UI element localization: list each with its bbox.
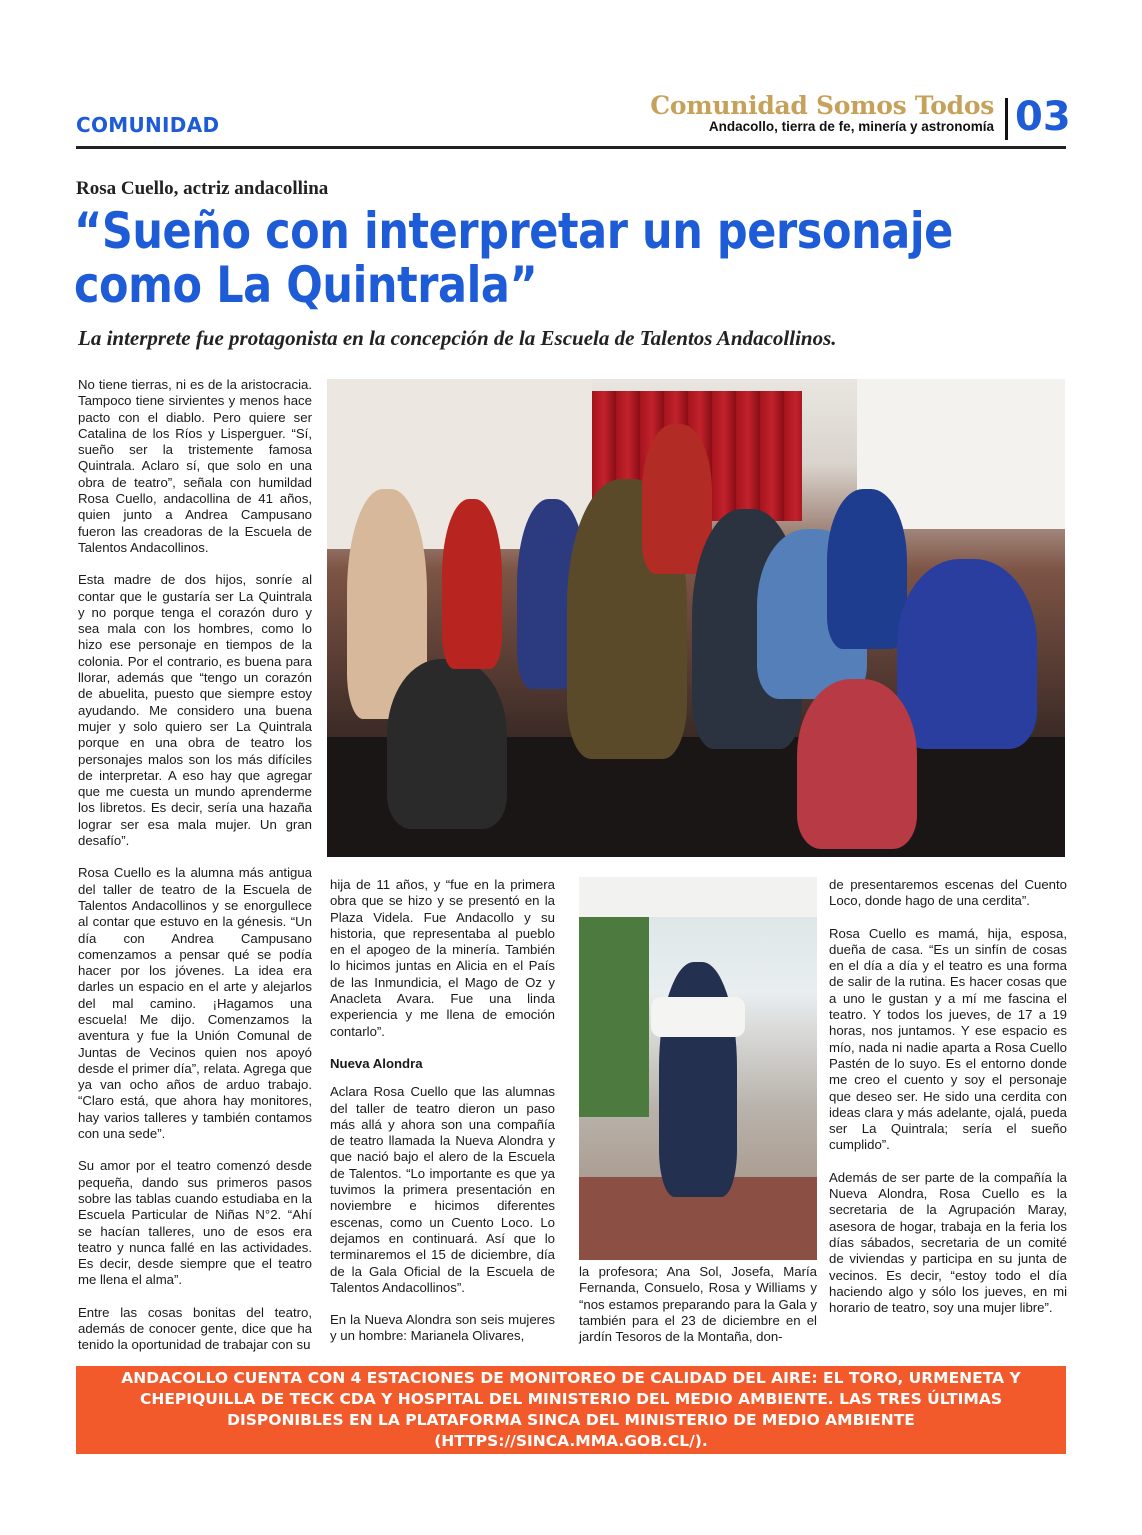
headline-line-1: “Sueño con interpretar un personaje xyxy=(74,202,953,260)
paragraph: No tiene tierras, ni es de la aristocracia. Tampoco tiene sirvientes y menos hace pacto con el diablo. Pero quiere ser Catalina de los Ríos y Lisperguer. “Sí, sueño ser la tristemente famosa Quintrala. Aclaro sí, que solo en una obra de teatro”, señala con humildad Rosa Cuello, andacollina de 41 años, quien junto a Andrea Campusano fueron las creadoras de la Escuela de Talentos Andacollinos. xyxy=(78,377,312,555)
paragraph: Esta madre de dos hijos, sonríe al contar que le gustaría ser La Quintrala y no porque tenga el corazón duro y sea mala con los hombres, como lo hizo ese personaje en tiempos de la colonia. Por el contrario, es buena para llorar, además que “tengo un corazón de abuelita, puesto que siempre estoy ayudando. Me considero una buena mujer y solo quiero ser La Quintrala porque en una obra de teatro los personajes malos son los más difíciles de interpretar. A eso hay que agregar que me cuesta un mundo aprenderme los libretos. Es decir, sería una hazaña lograr ser esa mala mujer. Un gran desafío”. xyxy=(78,572,312,849)
group-costume-photo xyxy=(327,379,1065,857)
photo-figure xyxy=(827,489,907,649)
paragraph: la profesora; Ana Sol, Josefa, María Fernanda, Consuelo, Rosa y Williams y “nos estamos preparando para la Gala y también para el 23 de diciembre en el jardín Tesoros de la Montaña, don- xyxy=(579,1264,817,1345)
article-column-2 xyxy=(330,877,555,1361)
article-headline xyxy=(74,202,953,314)
paragraph: Entre las cosas bonitas del teatro, además de conocer gente, dice que ha tenido la oportunidad de trabajar con su xyxy=(78,1304,312,1353)
rosa-cuello-portrait-photo xyxy=(579,877,817,1260)
masthead-title: Comunidad Somos Todos xyxy=(650,91,994,120)
masthead-divider xyxy=(1005,98,1008,140)
photo-roof xyxy=(579,877,817,917)
article-column-1 xyxy=(78,377,312,1370)
masthead xyxy=(650,92,994,134)
subheading: Nueva Alondra xyxy=(330,1055,423,1071)
section-label: COMUNIDAD xyxy=(76,113,220,137)
paragraph: Rosa Cuello es la alumna más antigua del taller de teatro de la Escuela de Talentos Andacollinos y se enorgullece al contar que estuvo en la génesis. “Un día con Andrea Campusano comenzamos a pensar qué se podía hacer por los jóvenes. La idea era darles un espacio en el arte y alejarlos del mal camino. ¡Hagamos una escuela! Me dijo. Comenzamos la aventura y fue la Unión Comunal de Juntas de Vecinos quien nos apoyó desde el primer día”, relata. Agrega que ya van ocho años de arduo trabajo. “Claro está, que ahora hay monitores, hay varios talleres y también contamos con una sede”. xyxy=(78,865,312,1142)
photo-figure xyxy=(797,679,917,849)
photo-figure xyxy=(897,559,1037,749)
page-number: 03 xyxy=(1015,94,1071,140)
paragraph: Además de ser parte de la compañía la Nueva Alondra, Rosa Cuello es la secretaria de la Agrupación Maray, asesora de hogar, trabaja en la feria los días sábados, secretaria de un comité de viviendas y participa en su junta de vecinos. Es decir, “estoy todo el día haciendo algo y sólo los jueves, en mi horario de teatro, soy una mujer libre”. xyxy=(829,1169,1067,1316)
photo-figure xyxy=(442,499,502,669)
paragraph: Su amor por el teatro comenzó desde pequeña, dando sus primeros pasos sobre las tablas cuando estudiaba en la Escuela Particular de Niñas N°2. “Ahí se hacían talleres, uno de esos era teatro y nunca fallé en las actividades. Es decir, desde siempre que el teatro me llena el alma”. xyxy=(78,1158,312,1288)
photo-figure xyxy=(387,659,507,829)
photo-figure-blouse xyxy=(651,997,745,1037)
photo-plants xyxy=(579,917,649,1117)
banner-text: ANDACOLLO CUENTA CON 4 ESTACIONES DE MONITOREO DE CALIDAD DEL AIRE: EL TORO, URMENETA Y CHEPIQUILLA DE TECK CDA Y HOSPITAL DEL MINISTERIO DEL MEDIO AMBIENTE. LAS TRES ÚLTIMAS DISPONIBLES EN LA PLATAFORMA SINCA DEL MINISTERIO DE MEDIO AMBIENTE (HTTPS://SINCA.MMA.GOB.CL/). xyxy=(121,1369,1021,1450)
paragraph: Rosa Cuello es mamá, hija, esposa, dueña de casa. “Es un sinfín de cosas en el día a día y el teatro es una forma de salir de la rutina. Es hacer cosas que a uno le gustan y a mí me fascina el teatro. Y todos los jueves, de 17 a 19 horas, nos juntamos. Y ese espacio es mío, nada ni nadie aparta a Rosa Cuello Pastén de lo suyo. Es el entorno donde me creo el cuento y soy el personaje que deseo ser. He sido una cerdita con ideas clara y más adelante, ojalá, pueda ser La Quintrala; sería el sueño cumplido”. xyxy=(829,925,1067,1153)
paragraph: de presentaremos escenas del Cuento Loco, donde hago de una cerdita”. xyxy=(829,877,1067,909)
paragraph: hija de 11 años, y “fue en la primera obra que se hizo y se presentó en la Plaza Videla. Fue Andacollo y su historia, que representaba al pueblo en el apogeo de la minería. También lo hicimos juntas en Alicia en el País de las Inmundicia, el Mago de Oz y Anacleta Avara. Fue una linda experiencia y me llena de emoción contarlo”. xyxy=(330,877,555,1039)
article-column-3 xyxy=(579,1264,817,1361)
paragraph: Aclara Rosa Cuello que las alumnas del taller de teatro dieron un paso más allá y ahora son una compañía de teatro llamada la Nueva Alondra y que nació bajo el alero de la Escuela de Talentos. “Lo importante es que ya tuvimos la primera presentación en noviembre e hicimos diferentes escenas, como un Cuento Loco. Lo dejamos en continuará. Así que lo terminaremos el 15 de diciembre, día de la Gala Oficial de la Escuela de Talentos Andacollinos”. xyxy=(330,1084,555,1295)
headline-line-2: como La Quintrala” xyxy=(74,256,538,314)
air-quality-banner xyxy=(76,1366,1066,1454)
article-column-4 xyxy=(829,877,1067,1332)
article-deck: La interprete fue protagonista en la concepción de la Escuela de Talentos Andacollinos. xyxy=(78,326,837,350)
article-kicker: Rosa Cuello, actriz andacollina xyxy=(76,178,329,199)
masthead-subtitle: Andacollo, tierra de fe, minería y astronomía xyxy=(708,119,994,134)
header-rule xyxy=(76,146,1066,149)
paragraph: En la Nueva Alondra son seis mujeres y un hombre: Marianela Olivares, xyxy=(330,1312,555,1344)
